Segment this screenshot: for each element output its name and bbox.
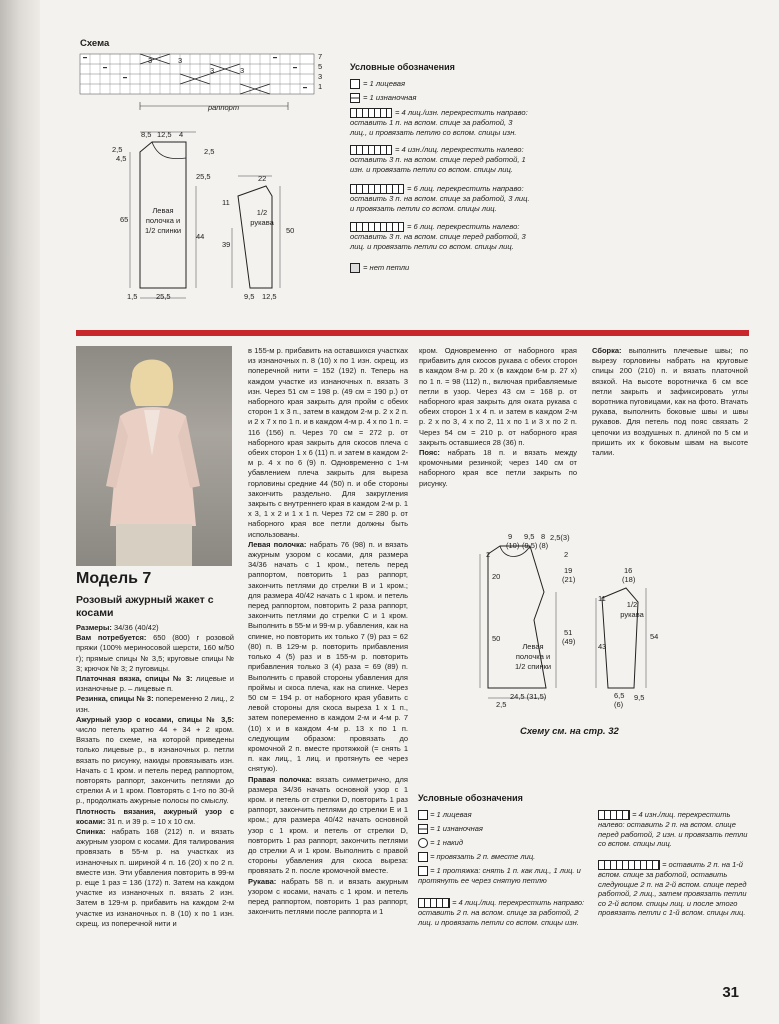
dim-label: 2 <box>486 550 491 559</box>
dim-label: (21) <box>562 575 576 584</box>
dim-label: 25,5 <box>156 292 171 301</box>
dim-label: (6) <box>614 700 624 709</box>
purl-symbol-icon <box>350 93 360 103</box>
dim-label: 50 <box>286 226 295 235</box>
dim-label: 19 <box>564 566 573 575</box>
dim-label: 4,5 <box>116 154 127 163</box>
dim-label: 43 <box>598 642 607 651</box>
dim-label: 11 <box>598 594 606 603</box>
scheme-reference-caption: Схему см. на стр. 32 <box>520 726 619 737</box>
dim-label: 50 <box>492 634 501 643</box>
dim-label: 8 <box>541 532 546 541</box>
dim-label: 51 <box>564 628 573 637</box>
page-number: 31 <box>722 984 739 1001</box>
front-back-schematic-2 <box>470 532 670 712</box>
dim-label: (49) <box>562 637 576 646</box>
sleeve-label: 1/2 рукава <box>250 208 274 227</box>
model-subtitle: Розовый ажурный жакет с косами <box>76 594 214 619</box>
legend-item: = 1 лицевая <box>418 810 588 820</box>
legend-item: = 4 лиц./изн. перекрестить направо: оставить 1 п. на вспом. спице за работой, 3 лиц., и провязать петлю со вспом. спицы изн. <box>350 108 528 137</box>
instructions-column-3: кром. Одновременно от наборного края прибавить для скосов рукава с обеих сторон в каждом 8-м р. 20 х (в каждом 6-м р. 27 х) по 1 п. = 98 (112) п., включая прибавляемые петли в узор. Через 43 см = 168 р. от наборного края закрыть для оката рукава с обеих сторон 1 х 4 п. и затем в каждом 2-м р. 2 х по 3, 4 х по 2, 11 х по 1 и 3 х по 2 п. Через 54 см = 210 р. от наборного края закрыть оставшиеся 28 (36) п. Пояс: набрать 18 п. и вязать между кромочными резинкой; через 140 см от наборного края все петли закрыть по рисунку. <box>419 346 577 488</box>
legend-top-title: Условные обозначения <box>350 62 455 72</box>
dim-label: 11 <box>222 198 230 207</box>
cable-right-icon <box>350 108 392 118</box>
dim-label: 12,5 <box>262 292 277 301</box>
section-divider <box>76 330 749 336</box>
dim-label: 1,5 <box>127 292 138 301</box>
ssk-icon <box>418 866 428 876</box>
dim-label: 2,5(3) <box>550 533 570 542</box>
legend-item: = 1 накид <box>418 838 588 848</box>
dim-label: (9,5) <box>522 541 538 550</box>
model-title: Модель 7 <box>76 570 152 587</box>
no-stitch-icon <box>350 263 360 273</box>
dim-label: 8,5 <box>141 130 152 139</box>
chart-row-numbers: 7 5 3 1 <box>318 52 323 91</box>
dim-label: (18) <box>622 575 636 584</box>
dim-label: 22 <box>258 174 267 183</box>
dim-label: 2 <box>564 550 569 559</box>
legend-item: = 1 лицевая <box>350 79 550 89</box>
piece-label: Левая полочка и 1/2 спинки <box>514 642 552 671</box>
legend-item: = 1 протяжка: снять 1 п. как лиц., 1 лиц. и протянуть ее через снятую петлю <box>418 866 581 886</box>
purl-symbol-icon <box>418 824 428 834</box>
knit-symbol-icon <box>418 810 428 820</box>
k2tog-icon <box>418 852 428 862</box>
book-spine <box>0 0 40 1024</box>
sleeve-label: 1/2 рукава <box>620 600 644 619</box>
legend-item: = 1 изнаночная <box>418 824 588 834</box>
dim-label: 12,5 <box>157 130 172 139</box>
dim-label: 9,5 <box>634 693 645 702</box>
yarn-over-icon <box>418 838 428 848</box>
chart-cable-number: 3 <box>148 56 153 65</box>
legend-bottom-title: Условные обозначения <box>418 793 523 803</box>
rapport-label: раппорт <box>208 103 240 112</box>
legend-item: = 6 лиц. перекрестить направо: оставить 3 п. на вспом. спице за работой, 3 лиц. и провязать петли со вспом. спицы лиц. <box>350 184 530 213</box>
piece-label: Левая полочка и 1/2 спинки <box>144 206 182 235</box>
legend-item: = 4 изн./лиц. перекрестить налево: оставить 3 п. на вспом. спице перед работой, 1 изн. и провязать петли со вспом. спицы лиц. <box>350 145 526 174</box>
dim-label: 6,5 <box>614 691 625 700</box>
chart-cable-number: 3 <box>178 56 183 65</box>
dim-label: 20 <box>492 572 501 581</box>
dim-label: 2,5 <box>112 145 123 154</box>
legend-item: = оставить 2 п. на 1-й вспом. спице за работой, оставить следующие 2 п. на 2-й вспом. спице перед работой, 2 лиц., затем провязать петли со 2-й вспом. спицы лиц. и после этого провязать петли с 1-й вспом. спицы лиц. <box>598 860 747 918</box>
model-photo <box>76 346 232 566</box>
dim-label: (10) <box>506 541 520 550</box>
legend-item: = провязать 2 п. вместе лиц. <box>418 852 588 862</box>
cable-right-icon <box>418 898 450 908</box>
dim-label: 39 <box>222 240 231 249</box>
instructions-column-4: Сборка: выполнить плечевые швы; по вырезу горловины набрать на круговые спицы 200 (210) п. и вязать платочной вязкой. На высоте воротничка 6 см все петли закрыть и зафиксировать углы воротника пуговицами, как на фото. Втачать рукава, выполнить боковые швы и швы рукавов. Для петель под пояс связать 2 цепочки из воздушных п. длиной по 5 см и пришить их к боковым швам на высоте талии. <box>592 346 748 458</box>
chart-cable-number: 3 <box>210 66 215 75</box>
cable-6-right-icon <box>350 184 404 194</box>
legend-item: = 1 изнаночная <box>350 93 550 103</box>
dim-label: 54 <box>650 632 659 641</box>
woman-in-jacket-image <box>76 346 232 566</box>
legend-item: = нет петли <box>350 263 530 273</box>
scheme-label: Схема <box>80 38 110 49</box>
cable-left-icon <box>350 145 392 155</box>
dim-label: (8) <box>539 541 549 550</box>
dim-label: 44 <box>196 232 205 241</box>
dim-label: 2,5 <box>496 700 507 709</box>
dim-label: 9,5 <box>244 292 255 301</box>
dim-label: 4 <box>179 130 184 139</box>
instructions-column-2: в 155-м р. прибавить на оставшихся участках из изнаночных п. 8 (10) х по 1 изн. скрещ. из поперечной нити = 152 (192) п. Теперь на каждом участке из изнаночных п. вязать 3 изн. Через 51 см = 198 р. (49 см = 190 р.) от наборного края закрыть для пройм с обеих сторон 1 х 3 п., затем в каждом 2-м р. 2 х 2 п. и 2 х 7 х по 1 п. и в каждом 4-м р. 4 х по 1 п. = 116 (156) п. Через 70 см = 272 р. от наборного края закрыть для скосов плеча с обеих сторон 1 х 6 (11) п. и затем в каждом 2-м р. 4 х по 6 (9) п. Одновременно с 1-м убавлением плеча закрыть для выреза горловины средние 44 (50) п. и обе стороны закончить раздельно. Для закругления закрыть с внутреннего края в каждом 2-м р. 1 х 3, 1 х 2 и 1 х 1 п. Через 72 см = 280 р. от наборного края все петли должны быть использованы. Левая полочка: набрать 76 (98) п. и вязать ажурным узором с косами, для размера 34/36 начать с 1 кром., петель перед раппортом, повторить 1 раз раппорт, закончить петлями до стрелки В и 1 кром.; для размера 40/42 начать с 1 кром. и петель перед раппортом, повторить 2 раза раппорт, закончить петлями до стрелки С и 1 кром. Выполнить в 55-м и 99-м р. убавления, как на спинке, но повторить их только 7 (9) раз = 62 (80) п. В 129-м р. повторить прибавления только 4 (5) раз и в 155-м р. повторить прибавления только 3 (4) раза = 69 (89) п. Выполнить с правой стороны убавления для проймы и скоса плеча, как на спинке. Через 50 см = 194 р. от наборного края убавить с левой стороны для скоса выреза 1 х 1 п., затем попеременно в каждом 2-м и 4-м р. 7 (10) х и в каждом 4-м р. 13 х по 1 п. следующим образом: провязать до кромочной 2 п. вместе протяжкой (= снять 1 п. как лиц., 1 лиц. и протянуть ее через снятую). Правая полочка: вязать симметрично, для размера 34/36 начать основной узор с 1 кром. и петель от стрелки D, повторить 1 раз раппорт, закончить петлями до стрелки Е и 1 кром.; для размера 40/42 начать основной узор с 1 кром. и петель от стрелки D, повторить 1 раз раппорт, закончить петлями до стрелки А и 1 кром. Выполнить с правой стороны убавления для скоса выреза: провязать 2 п. после кромочной вместе. Рукава: набрать 58 п. и вязать ажурным узором с косами, начать с 1 кром. и петель перед раппортом, повторить 1 раз раппорт, закончить петлями после раппорта и 1 <box>248 346 408 917</box>
dim-label: 2,5 <box>204 147 215 156</box>
legend-item: = 6 лиц. перекрестить налево: оставить 3 п. на вспом. спице перед работой, 3 лиц. и провязать петли со вспом. спицы лиц. <box>350 222 526 251</box>
legend-item: = 4 изн./лиц. перекрестить налево: оставить 2 п. на вспом. спице перед работой, 2 изн. и провязать петли со вспом. спицы лиц. <box>598 810 748 849</box>
dim-label: 25,5 <box>196 172 211 181</box>
cable-left-icon <box>598 810 630 820</box>
dim-label: 24,5 (31,5) <box>510 692 547 701</box>
dim-label: 65 <box>120 215 129 224</box>
cable-double-icon <box>598 860 660 870</box>
dim-label: 9 <box>508 532 513 541</box>
dim-label: 9,5 <box>524 532 535 541</box>
knit-symbol-icon <box>350 79 360 89</box>
chart-cable-number: 3 <box>240 66 245 75</box>
cable-6-left-icon <box>350 222 404 232</box>
legend-item: = 4 лиц./лиц. перекрестить направо: оставить 2 п. на вспом. спице за работой, 2 лиц. и провязать петли со вспом. спицы изн. <box>418 898 585 927</box>
dim-label: 16 <box>624 566 633 575</box>
instructions-column-1: Размеры: 34/36 (40/42) Вам потребуется: 650 (800) г розовой пряжи (100% мериносовой шерсти, 160 м/50 г); прямые спицы № 3,5; круговые спицы № 3; крючок № 3; 2 пуговицы. Платочная вязка, спицы № 3: лицевые и изнаночные р. – лицевые п. Резинка, спицы № 3: попеременно 2 лиц., 2 изн. Ажурный узор с косами, спицы № 3,5: число петель кратно 44 + 34 + 2 кром. Вязать по схеме, на которой приведены только лицевые р., в изнаночных р. петли вязать по рисунку, накиды провязывать изн. Начать с 1 кром. и петель перед раппортом, повторять раппорт, закончить петлями до стрелки А и 1 кром. Повторять с 1-го по 30-й р., продолжать ажурные полосы по смыслу. Плотность вязания, ажурный узор с косами: 31 п. и 39 р. = 10 х 10 см. Спинка: набрать 168 (212) п. и вязать ажурным узором с косами. Для талирования провязать в 55-м р. на участках из изнаночных п. шириной 4 п. 16 (20) х по 2 п. вместе изн. Эти убавления повторить в 99-м р. еще 1 раз = 136 (172) п. Затем на каждом участке из изнаночных п. вязать 2 изн. Затем в 129-м р. прибавить на каждом 2-м участке из изнаночных п. 8 (10) х по 1 изн. скрещ. из поперечной нити и <box>76 623 234 928</box>
